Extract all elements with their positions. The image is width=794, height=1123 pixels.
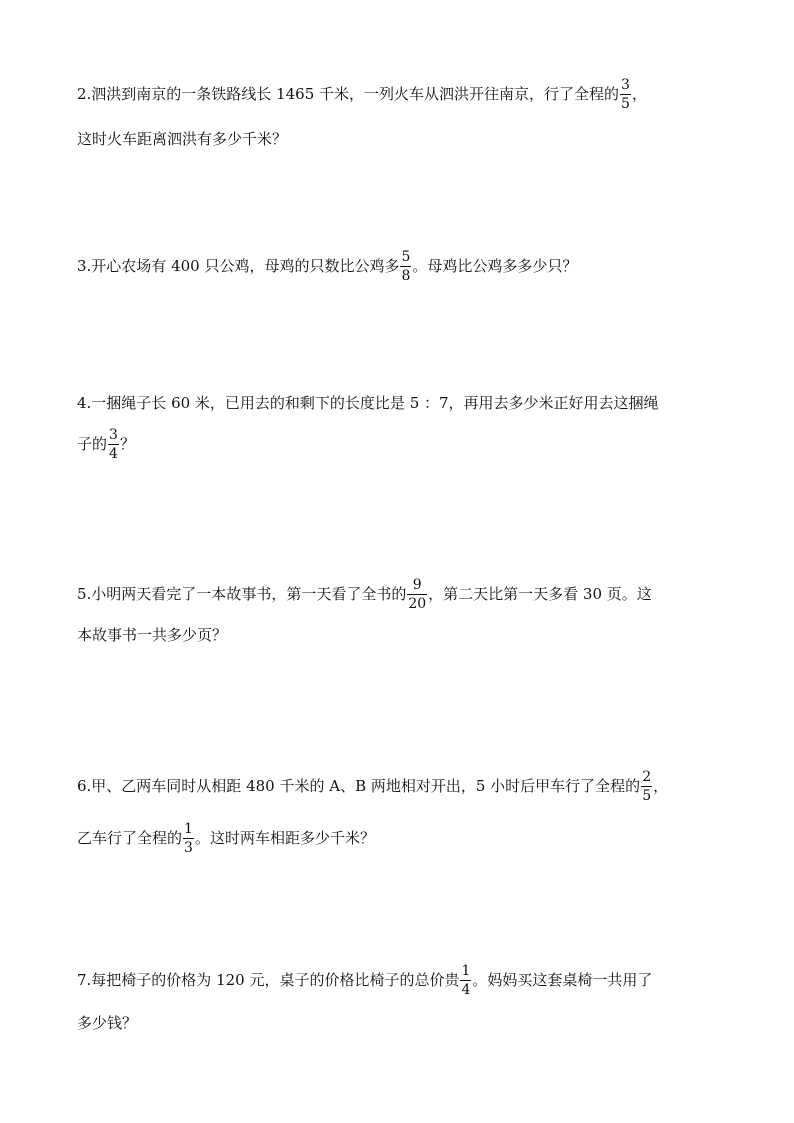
- fraction-denominator: 4: [461, 982, 471, 998]
- fraction-bar: [460, 980, 471, 981]
- problem-5-line-2: [77, 628, 227, 643]
- fraction-denominator: 3: [184, 840, 193, 856]
- problem-2-question: 这时火车距离泗洪有多少千米？: [77, 130, 288, 148]
- fraction-three-quarters: [108, 428, 119, 461]
- problem-4-line-2: [77, 428, 135, 461]
- fraction-one-third: [183, 822, 194, 855]
- fraction-three-fifths: [620, 78, 631, 111]
- problem-3-line-1: [77, 250, 577, 283]
- problem-7-line-2: [77, 1016, 137, 1031]
- problem-3-text-a: 3.开心农场有 400 只公鸡，母鸡的只数比公鸡多: [77, 257, 400, 275]
- fraction-numerator: 3: [621, 77, 630, 93]
- problem-6-text-b: ，: [653, 777, 669, 795]
- fraction-nine-twentieths: [407, 578, 427, 611]
- problem-4-text-b: ？: [119, 435, 135, 453]
- fraction-denominator: 8: [401, 268, 411, 284]
- fraction-denominator: 5: [621, 96, 630, 112]
- fraction-bar: [108, 444, 119, 445]
- problem-6-text-a: 6.甲、乙两车同时从相距 480 千米的 A、B 两地相对开出，5 小时后甲车行了全程的: [77, 777, 641, 795]
- fraction-numerator: 5: [401, 249, 411, 265]
- fraction-numerator: 2: [642, 769, 652, 785]
- problem-5-line-1: [77, 578, 652, 611]
- fraction-bar: [400, 266, 411, 267]
- problem-3-text-b: 。母鸡比公鸡多多少只？: [412, 257, 578, 275]
- problem-7-text-b: 。妈妈买这套桌椅一共用了: [472, 971, 653, 989]
- problem-5-question: 本故事书一共多少页？: [77, 626, 228, 644]
- fraction-bar: [407, 594, 427, 595]
- problem-2-text-a: 2.泗洪到南京的一条铁路线长 1465 千米，一列火车从泗洪开往南京，行了全程的: [77, 85, 620, 103]
- fraction-five-eighths: [400, 250, 411, 283]
- problem-4-line-1: [77, 396, 659, 411]
- fraction-bar: [641, 786, 652, 787]
- fraction-one-quarter: [460, 964, 471, 997]
- problem-6-text-c: 乙车行了全程的: [77, 829, 183, 847]
- fraction-numerator: 9: [412, 577, 422, 593]
- problem-4-text-a: 子的: [77, 435, 108, 453]
- problem-5-text-a: 5.小明两天看完了一本故事书，第一天看了全书的: [77, 585, 407, 603]
- fraction-bar: [620, 94, 631, 95]
- fraction-two-fifths: [641, 770, 652, 803]
- problem-7-question: 多少钱？: [77, 1014, 138, 1032]
- fraction-numerator: 1: [184, 821, 193, 837]
- problem-2-line-2: [77, 132, 287, 147]
- fraction-denominator: 5: [642, 788, 652, 804]
- problem-6-line-1: [77, 770, 668, 803]
- problem-5-text-b: ，第二天比第一天多看 30 页。这: [428, 585, 652, 603]
- fraction-numerator: 1: [461, 963, 471, 979]
- problem-2-line-1: [77, 78, 647, 111]
- problem-7-line-1: [77, 964, 652, 997]
- problem-7-text-a: 7.每把椅子的价格为 120 元，桌子的价格比椅子的总价贵: [77, 971, 460, 989]
- problem-6-line-2: [77, 822, 375, 855]
- fraction-denominator: 20: [408, 596, 427, 612]
- problem-4-text: 4.一捆绳子长 60 米，已用去的和剩下的长度比是 5 ：7，再用去多少米正好用去这捆绳: [77, 394, 659, 412]
- problem-6-text-d: 。这时两车相距多少千米？: [194, 829, 375, 847]
- problem-2-text-b: ，: [631, 85, 647, 103]
- fraction-denominator: 4: [109, 446, 118, 462]
- fraction-numerator: 3: [109, 427, 118, 443]
- fraction-bar: [183, 838, 194, 839]
